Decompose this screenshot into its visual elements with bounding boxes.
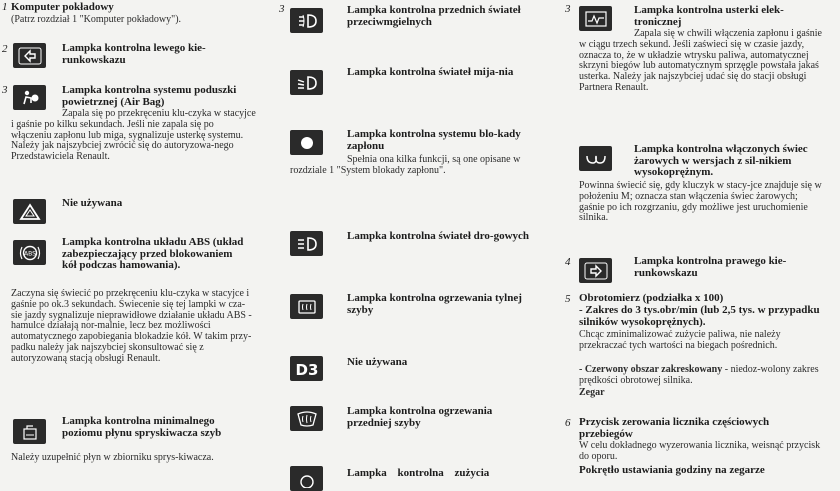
airbag-icon	[13, 85, 46, 110]
item-subtitle: - Zakres do 3 tys.obr/min (lub 2,5 tys. w przypadku silników wysokoprężnych).	[579, 304, 820, 328]
item-title: Lampka kontrolna prawego kie-runkowskazu	[634, 255, 787, 279]
item-number: 6	[565, 417, 571, 429]
item-body: W celu dokładnego wyzerowania licznika, weisnąć przycisk do oporu.	[579, 440, 821, 462]
d3-icon	[290, 356, 323, 381]
item-title: Przycisk zerowania licznika częściowych przebiegów	[579, 416, 770, 440]
left-turn-signal-icon	[13, 43, 46, 68]
item-body: Należy uzupełnić płyn w zbiorniku sprys-kiwacza.	[11, 452, 214, 463]
rear-window-heater-icon	[290, 294, 323, 319]
item-title: Nie używana	[62, 197, 123, 209]
item-title: Lampka kontrolna świateł dro-gowych	[347, 230, 530, 242]
item-title: Lampka kontrolna włączonych świec żarowych w wersjach z sil-nikiem wysokoprężnym.	[634, 143, 808, 178]
item-title: Lampka kontrolna przednich świateł przeciwmgielnych	[347, 4, 521, 28]
svg-text:D3: D3	[295, 360, 318, 378]
abs-icon	[13, 240, 46, 265]
clock-label: Zegar	[579, 387, 605, 398]
item-title: Lampka kontrolna świateł mija-nia	[347, 66, 514, 78]
item-title: Obrotomierz (podziałka x 100)	[579, 292, 724, 304]
item-body: Zapala się po przekręceniu klu-czyka w stacyjce i gaśnie po kilku sekundach. Jeśli nie zapala się po włączeniu zapłonu lub miga, sygnalizuje usterkę systemu. Należy jak najszybciej zwrócić się do autoryzowa-nego Przedstawiciela Renault.	[11, 108, 256, 163]
item-body: Zaczyna się świecić po przekręceniu klu-czyka w stacyjce i gaśnie po ok.3 sekundach. Świecenie się tej lampki w cza-sie jazdy sygnalizuje nieprawidłowe działanie układu ABS - hamulce działają nor-malnie, lecz bez możliwości automatycznego zapobiegania blokadzie kół. W takim przy-padku należy jak najszybciej skonsultować się z autoryzowaną stacją obsługi Renault.	[11, 288, 252, 364]
item-title: Lampka kontrolna usterki elek-tronicznej	[634, 4, 784, 28]
svg-text:ABS: ABS	[23, 250, 36, 257]
item-number: 1	[2, 1, 8, 13]
item-body: Spełnia ona kilka funkcji, są one opisane w rozdziale 1 "System blokady zapłonu".	[290, 154, 521, 176]
item-title: Lampka kontrolna systemu blo-kady zapłonu	[347, 128, 521, 152]
glow-plug-icon	[579, 146, 612, 171]
item-number: 2	[2, 43, 8, 55]
electronic-fault-icon	[579, 6, 612, 31]
immobilizer-icon	[290, 130, 323, 155]
item-title: Nie używana	[347, 356, 408, 368]
front-windscreen-heater-icon	[290, 406, 323, 431]
front-fog-light-icon	[290, 8, 323, 33]
red-zone-note: - Czerwony obszar zakreskowany - niedoz-wolony zakres prędkości obrotowej silnika.	[579, 364, 819, 386]
item-number: 3	[565, 3, 571, 15]
item-title: Lampka kontrolna zużycia	[347, 467, 490, 479]
item-number: 3	[2, 84, 8, 96]
washer-fluid-icon	[13, 419, 46, 444]
item-number: 4	[565, 256, 571, 268]
item-title: Lampka kontrolna ogrzewania przedniej szyby	[347, 405, 493, 429]
item-title: Lampka kontrolna lewego kie-runkowskazu	[62, 42, 206, 66]
item-title: Lampka kontrolna minimalnego poziomu płynu spryskiwacza szyb	[62, 415, 222, 439]
item-title: Lampka kontrolna układu ABS (układ zabezpieczający przed blokowaniem kół podczas hamowania).	[62, 236, 244, 271]
item-title: Komputer pokładowy	[11, 1, 114, 13]
low-beam-icon	[290, 70, 323, 95]
item-body: Powinna świecić się, gdy kluczyk w stacy-jce znajduje się w położeniu M; oznacza stan włączenia świec żarowych; gaśnie po ich rozgrzaniu, gdy możliwe jest uruchomienie silnika.	[579, 180, 822, 224]
high-beam-icon	[290, 231, 323, 256]
right-turn-signal-icon	[579, 258, 612, 283]
item-number: 5	[565, 293, 571, 305]
wear-indicator-icon	[290, 466, 323, 491]
warning-triangle-icon	[13, 199, 46, 224]
item-body: Zapala się w chwili włączenia zapłonu i gaśnie w ciągu trzech sekund. Jeśli zaświeci się w czasie jazdy, oznacza to, że w układzie wtrysku paliwa, automatycznej skrzyni biegów lub automatycznym sprzęgle powstała jakaś usterka. Należy jak najszybciej udać się do stacji obsługi Partnera Renault.	[579, 28, 822, 93]
item-title: Lampka kontrolna ogrzewania tylnej szyby	[347, 292, 522, 316]
item-number: 3	[279, 3, 285, 15]
item-title: Lampka kontrolna systemu poduszki powietrznej (Air Bag)	[62, 84, 237, 108]
clock-adjust-label: Pokrętło ustawiania godziny na zegarze	[579, 464, 765, 476]
item-body: Chcąc zminimalizować zużycie paliwa, nie należy przekraczać tych wartości na biegach pośrednich.	[579, 329, 781, 351]
item-body: (Patrz rozdział 1 "Komputer pokładowy").	[11, 14, 182, 25]
